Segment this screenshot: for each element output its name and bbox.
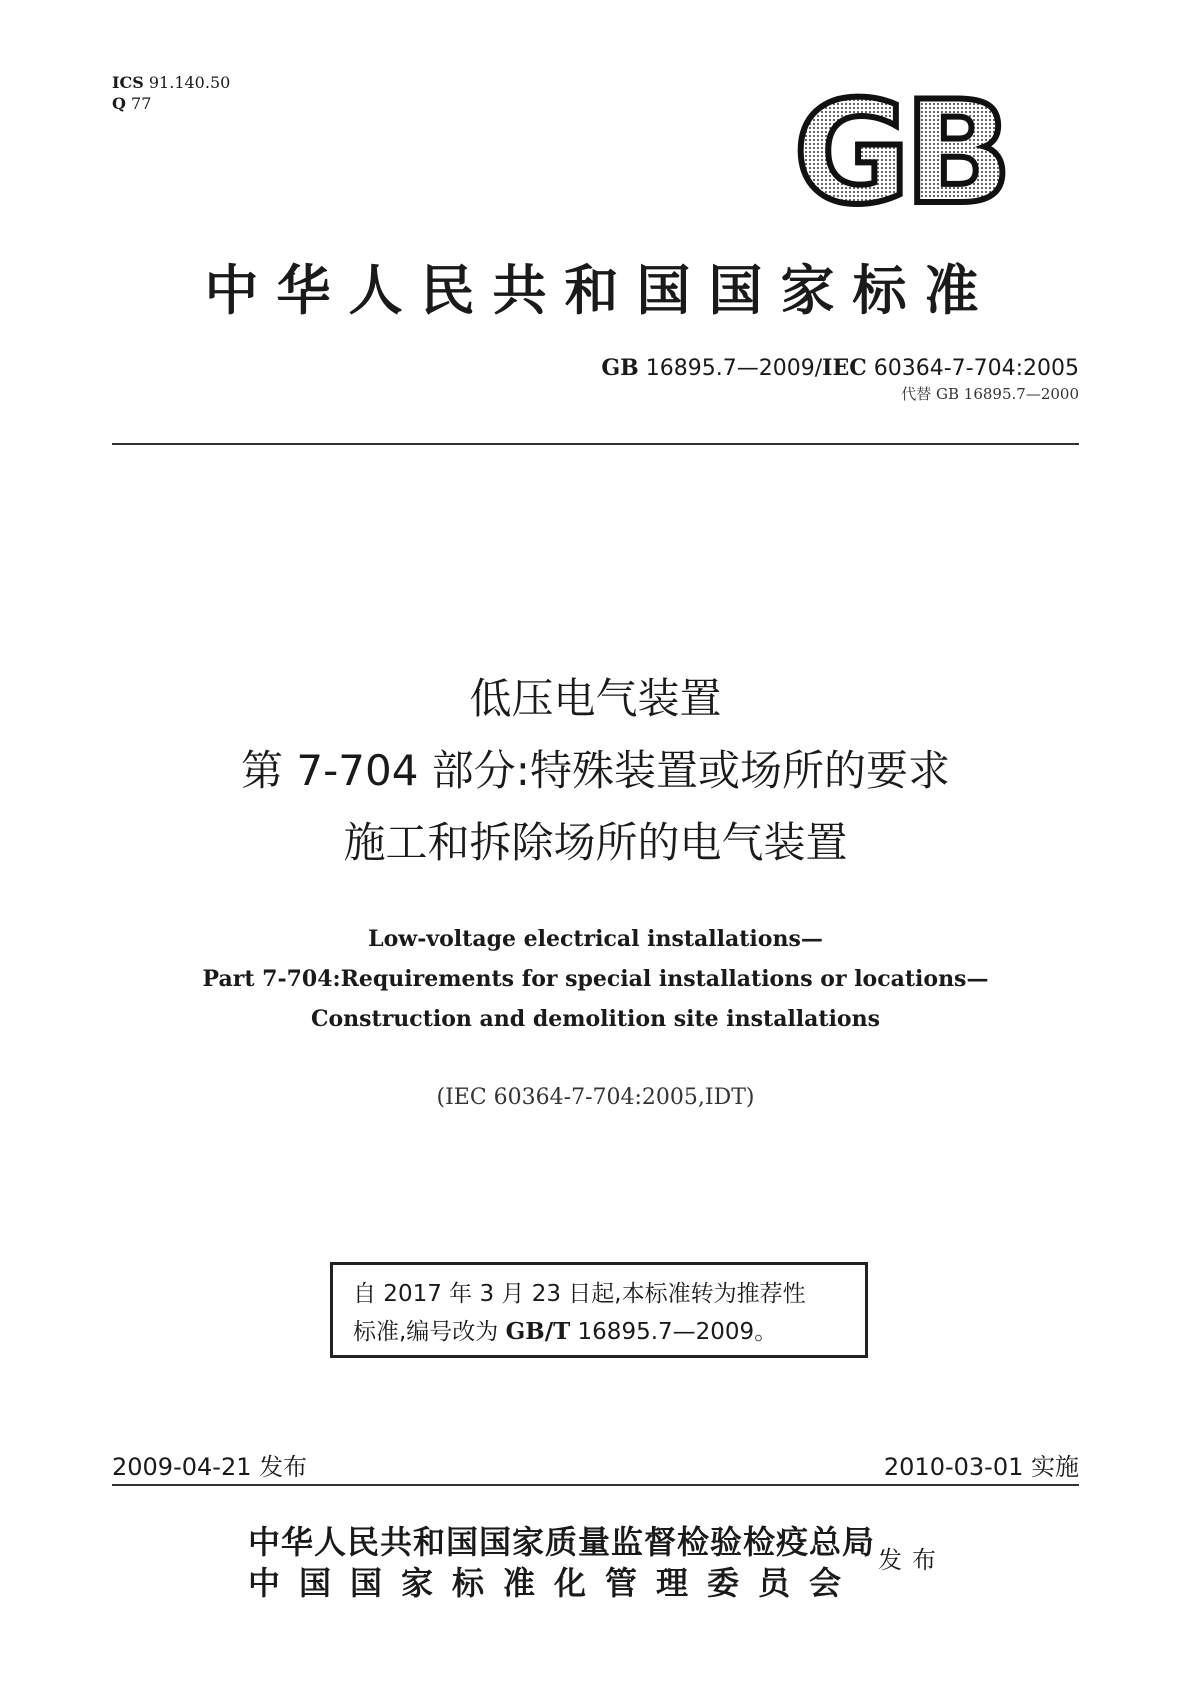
header-divider bbox=[112, 443, 1079, 445]
ics-code: ICS 91.140.50 bbox=[112, 73, 231, 92]
implementation-date: 2010-03-01 实施 bbox=[883, 1453, 1079, 1481]
ccs-code: Q 77 bbox=[112, 94, 152, 113]
title-en-line-3: Construction and demolition site installations bbox=[310, 1006, 880, 1032]
gb-logo-text: GB bbox=[793, 90, 1007, 214]
issue-date: 2009-04-21 发布 bbox=[112, 1453, 308, 1481]
equivalence-statement: (IEC 60364-7-704:2005,IDT) bbox=[436, 1085, 755, 1110]
title-en-line-1: Low-voltage electrical installations— bbox=[368, 926, 823, 952]
issuer-sac: 中国国家标准化管理委员会 bbox=[248, 1564, 861, 1602]
issuer-aqsiq: 中华人民共和国国家质量监督检验检疫总局 bbox=[248, 1523, 876, 1561]
title-cn-line-1: 低压电气装置 bbox=[469, 674, 722, 723]
notice-line-2: 标准,编号改为 GB/T 16895.7—2009。 bbox=[353, 1318, 778, 1345]
publish-label: 发布 bbox=[878, 1546, 946, 1574]
notice-line-1: 自 2017 年 3 月 23 日起,本标准转为推荐性 bbox=[353, 1281, 806, 1307]
title-cn-line-3: 施工和拆除场所的电气装置 bbox=[343, 818, 848, 867]
notice-box bbox=[330, 1262, 868, 1358]
replaces-note: 代替 GB 16895.7—2000 bbox=[901, 385, 1079, 403]
national-standard-title: 中华人民共和国国家标准 bbox=[204, 258, 997, 322]
title-en-line-2: Part 7-704:Requirements for special installations or locations— bbox=[202, 966, 989, 992]
standard-number: GB 16895.7—2009/IEC 60364-7-704:2005 bbox=[601, 355, 1079, 381]
title-cn-line-2: 第 7-704 部分:特殊装置或场所的要求 bbox=[241, 746, 950, 795]
footer-divider bbox=[112, 1484, 1079, 1486]
classification-codes bbox=[112, 72, 230, 114]
gb-logo bbox=[784, 90, 1016, 214]
